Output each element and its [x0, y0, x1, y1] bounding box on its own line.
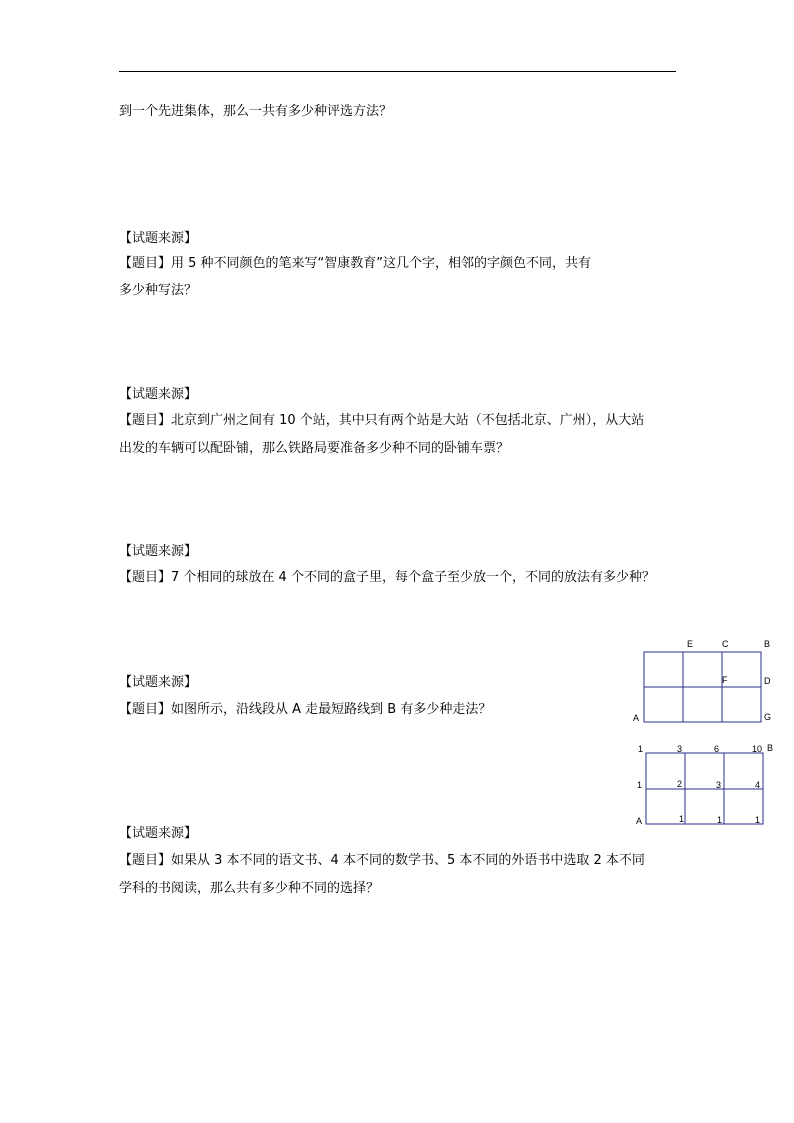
q6-source: 【试题来源】: [119, 826, 198, 841]
q4-source: 【试题来源】: [119, 544, 198, 559]
label-D: D: [764, 676, 771, 686]
num-mid-4: 4: [755, 780, 761, 790]
q5-source: 【试题来源】: [119, 675, 198, 690]
num-mid-2: 2: [677, 779, 683, 789]
q2-line1: 【题目】用 5 种不同颜色的笔来写“智康教育”这几个字，相邻的字颜色不同，共有: [119, 256, 592, 271]
label-E: E: [687, 639, 694, 649]
q6-line2: 学科的书阅读，那么共有多少种不同的选择？: [119, 881, 380, 896]
q4-line1: 【题目】7 个相同的球放在 4 个不同的盒子里，每个盒子至少放一个，不同的放法有多少种？: [119, 570, 655, 585]
q5-line1: 【题目】如图所示，沿线段从 A 走最短路线到 B 有多少种走法？: [119, 702, 492, 717]
q2-source: 【试题来源】: [119, 231, 198, 246]
q6-line1: 【题目】如果从 3 本不同的语文书、4 本不同的数学书、5 本不同的外语书中选取 2 本不同: [119, 853, 645, 868]
q3-line2: 出发的车辆可以配卧铺，那么铁路局要准备多少种不同的卧铺车票？: [119, 441, 510, 456]
header-rule: [119, 71, 676, 72]
num-top-6: 6: [714, 744, 720, 754]
q3-source: 【试题来源】: [119, 387, 198, 402]
label-A: A: [633, 713, 640, 723]
grid-lines-numbers: [646, 753, 763, 824]
num-mid-3: 3: [716, 780, 722, 790]
label-G: G: [764, 712, 772, 722]
q3-line1: 【题目】北京到广州之间有 10 个站，其中只有两个站是大站（不包括北京、广州），从大站: [119, 413, 645, 428]
num-bot-1c: 1: [755, 815, 761, 825]
q2-line2: 多少种写法？: [119, 283, 198, 298]
num-top-10: 10: [752, 744, 763, 754]
num-bot-1a: 1: [679, 814, 685, 824]
label-B: B: [764, 639, 771, 649]
label-B2: B: [767, 743, 774, 753]
grid-figure-letters: [630, 636, 780, 728]
grid-lines-letters: [644, 652, 761, 722]
num-top-3: 3: [677, 744, 683, 754]
label-F: F: [722, 675, 728, 685]
label-A2: A: [636, 816, 643, 826]
num-mid-1: 1: [637, 780, 643, 790]
label-C: C: [722, 639, 729, 649]
num-top-1: 1: [638, 744, 644, 754]
grid-figure-numbers: [634, 741, 784, 829]
q1-line1: 到一个先进集体，那么一共有多少种评选方法？: [119, 104, 393, 119]
num-bot-1b: 1: [717, 815, 723, 825]
